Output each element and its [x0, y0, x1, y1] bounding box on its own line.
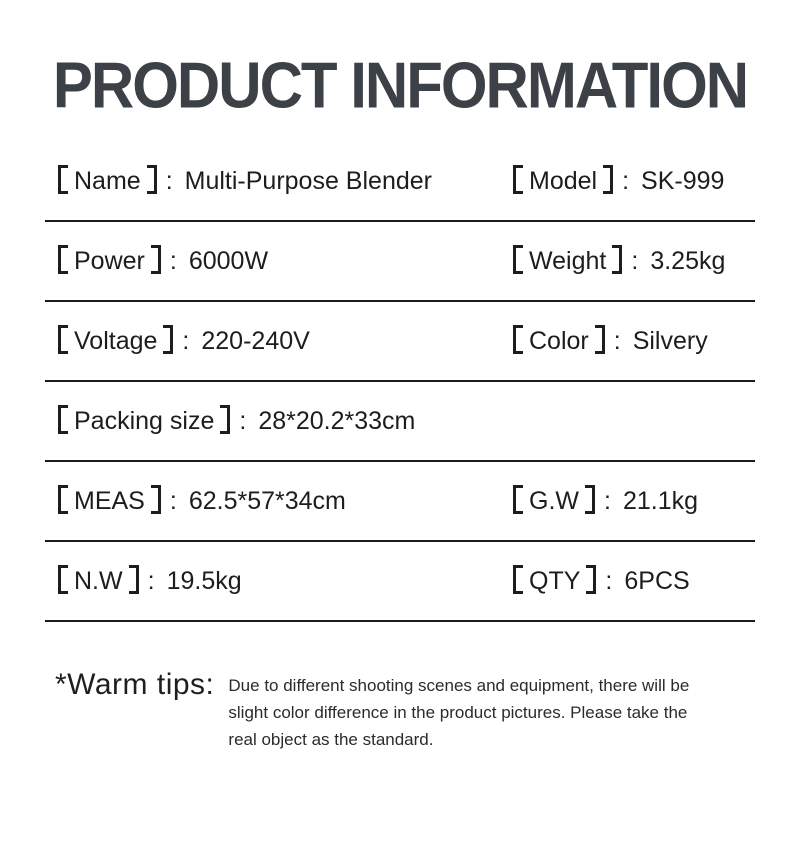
spec-label: N.W	[74, 566, 123, 595]
colon-separator: :	[182, 326, 190, 355]
spec-label: Packing size	[74, 406, 215, 435]
bracket-right-icon	[151, 245, 161, 274]
bracket-left-icon	[58, 405, 68, 434]
colon-separator: :	[604, 486, 611, 515]
spec-label: Model	[529, 166, 598, 195]
colon-separator: :	[605, 566, 613, 595]
spec-value: 21.1kg	[622, 486, 699, 515]
spec-cell-meas	[45, 487, 500, 516]
product-spec-table	[45, 142, 755, 622]
spec-cell-voltage	[45, 327, 500, 356]
spec-label: Color	[529, 326, 589, 355]
bracket-right-icon	[147, 165, 157, 194]
spec-value: 19.5kg	[166, 566, 242, 595]
colon-separator: :	[169, 246, 177, 275]
bracket-left-icon	[58, 165, 68, 194]
spec-row-nw-qty	[45, 542, 755, 622]
bracket-right-icon	[585, 485, 595, 514]
bracket-left-icon	[58, 245, 68, 274]
colon-separator: :	[147, 566, 155, 595]
spec-cell-name	[45, 167, 500, 196]
spec-row-name-model	[45, 142, 755, 222]
spec-value: SK-999	[641, 166, 725, 195]
spec-label: Weight	[529, 246, 607, 275]
bracket-left-icon	[513, 325, 523, 354]
bracket-right-icon	[220, 405, 230, 434]
spec-value: 220-240V	[201, 326, 310, 355]
spec-cell-color	[500, 327, 755, 356]
bracket-left-icon	[58, 325, 68, 354]
spec-label: MEAS	[74, 486, 145, 515]
spec-cell-power	[45, 247, 500, 276]
bracket-right-icon	[129, 565, 139, 594]
bracket-left-icon	[58, 565, 68, 594]
spec-value: 6PCS	[624, 566, 690, 595]
colon-separator: :	[239, 406, 247, 435]
spec-cell-weight	[500, 247, 755, 276]
spec-cell-qty	[500, 567, 755, 596]
bracket-right-icon	[612, 245, 622, 274]
warm-tips-section	[55, 668, 755, 753]
spec-row-power-weight	[45, 222, 755, 302]
spec-value: Silvery	[632, 326, 708, 355]
spec-value: 6000W	[188, 246, 269, 275]
spec-cell-model	[500, 167, 755, 196]
spec-value: 3.25kg	[650, 246, 726, 275]
spec-row-voltage-color	[45, 302, 755, 382]
bracket-right-icon	[595, 325, 605, 354]
colon-separator: :	[631, 246, 639, 275]
spec-value: Multi-Purpose Blender	[184, 166, 432, 195]
title-bar	[0, 49, 800, 122]
spec-label: QTY	[529, 566, 581, 595]
bracket-left-icon	[513, 245, 523, 274]
colon-separator: :	[165, 166, 173, 195]
spec-row-packing-size	[45, 382, 755, 462]
colon-separator: :	[622, 166, 630, 195]
colon-separator: :	[613, 326, 621, 355]
page-title: PRODUCT INFORMATION	[52, 49, 748, 122]
colon-separator: :	[169, 486, 177, 515]
bracket-left-icon	[58, 485, 68, 514]
spec-cell-packing-size	[45, 407, 755, 436]
warm-tips-text: Due to different shooting scenes and equipment, there will be slight color difference in the product pictures. Please take the real object as the standard.	[228, 676, 690, 749]
spec-value: 62.5*57*34cm	[188, 486, 346, 515]
bracket-left-icon	[513, 565, 523, 594]
spec-value: 28*20.2*33cm	[258, 406, 416, 435]
spec-label: Name	[74, 166, 141, 195]
bracket-left-icon	[513, 485, 523, 514]
spec-cell-gw	[500, 487, 755, 516]
spec-row-meas-gw	[45, 462, 755, 542]
spec-label: Power	[74, 246, 145, 275]
spec-cell-nw	[45, 567, 500, 596]
spec-label: Voltage	[74, 326, 158, 355]
bracket-right-icon	[151, 485, 161, 514]
bracket-right-icon	[603, 165, 613, 194]
bracket-left-icon	[513, 165, 523, 194]
bracket-right-icon	[163, 325, 173, 354]
warm-tips-label: *Warm tips:	[55, 668, 215, 701]
bracket-right-icon	[586, 565, 596, 594]
spec-label: G.W	[529, 486, 579, 515]
